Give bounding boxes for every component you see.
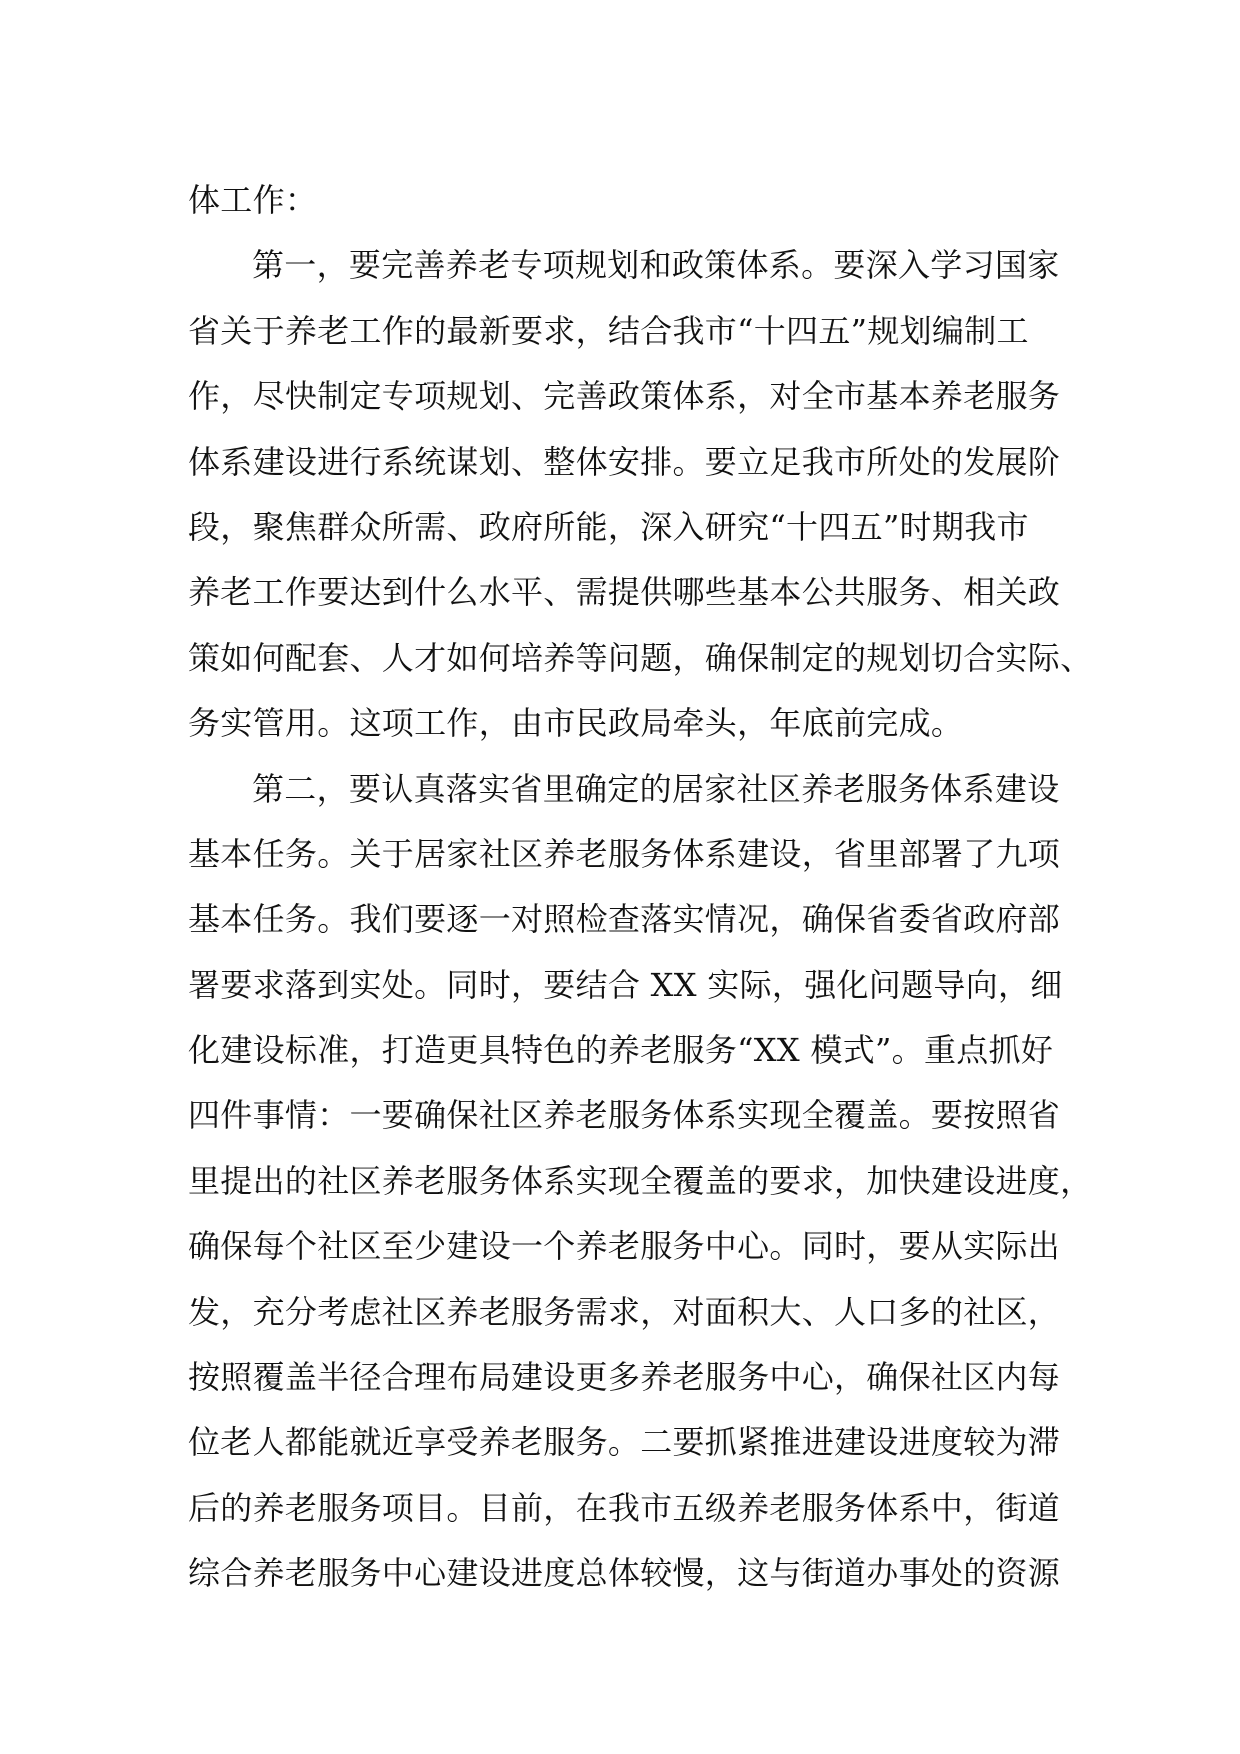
text-line: 基本任务。我们要逐一对照检查落实情况，确保省委省政府部: [188, 900, 1061, 939]
text-line: 段，聚焦群众所需、政府所能，深入研究“十四五”时期我市: [188, 507, 1029, 546]
text-line: 四件事情：一要确保社区养老服务体系实现全覆盖。要按照省: [188, 1096, 1061, 1135]
text-line: 署要求落到实处。同时，要结合 XX 实际，强化问题导向，细: [188, 965, 1063, 1004]
text-line: 里提出的社区养老服务体系实现全覆盖的要求，加快建设进度，: [188, 1161, 1093, 1200]
paragraph-first-line: 第二，要认真落实省里确定的居家社区养老服务体系建设: [252, 769, 1060, 808]
text-line: 位老人都能就近享受养老服务。二要抓紧推进建设进度较为滞: [188, 1423, 1061, 1462]
text-line: 体系建设进行系统谋划、整体安排。要立足我市所处的发展阶: [188, 442, 1061, 481]
text-line: 后的养老服务项目。目前，在我市五级养老服务体系中，街道: [188, 1488, 1061, 1527]
text-line: 化建设标准，打造更具特色的养老服务“XX 模式”。重点抓好: [188, 1031, 1054, 1070]
text-line: 综合养老服务中心建设进度总体较慢，这与街道办事处的资源: [188, 1554, 1061, 1593]
paragraph-first-line: 第一，要完善养老专项规划和政策体系。要深入学习国家: [252, 246, 1060, 285]
body-text: [188, 168, 1108, 1607]
text-line: 作，尽快制定专项规划、完善政策体系，对全市基本养老服务: [188, 377, 1061, 416]
text-line: 发，充分考虑社区养老服务需求，对面积大、人口多的社区，: [188, 1292, 1061, 1331]
text-line: 基本任务。关于居家社区养老服务体系建设，省里部署了九项: [188, 834, 1061, 873]
text-line: 体工作：: [188, 181, 318, 219]
text-line: 省关于养老工作的最新要求，结合我市“十四五”规划编制工: [188, 311, 1029, 350]
text-line: 养老工作要达到什么水平、需提供哪些基本公共服务、相关政: [188, 573, 1061, 612]
text-line: 确保每个社区至少建设一个养老服务中心。同时，要从实际出: [188, 1227, 1061, 1266]
text-line: 策如何配套、人才如何培养等问题，确保制定的规划切合实际、: [188, 638, 1093, 677]
text-line: 务实管用。这项工作，由市民政局牵头，年底前完成。: [188, 704, 964, 743]
text-line: 按照覆盖半径合理布局建设更多养老服务中心，确保社区内每: [188, 1358, 1061, 1397]
